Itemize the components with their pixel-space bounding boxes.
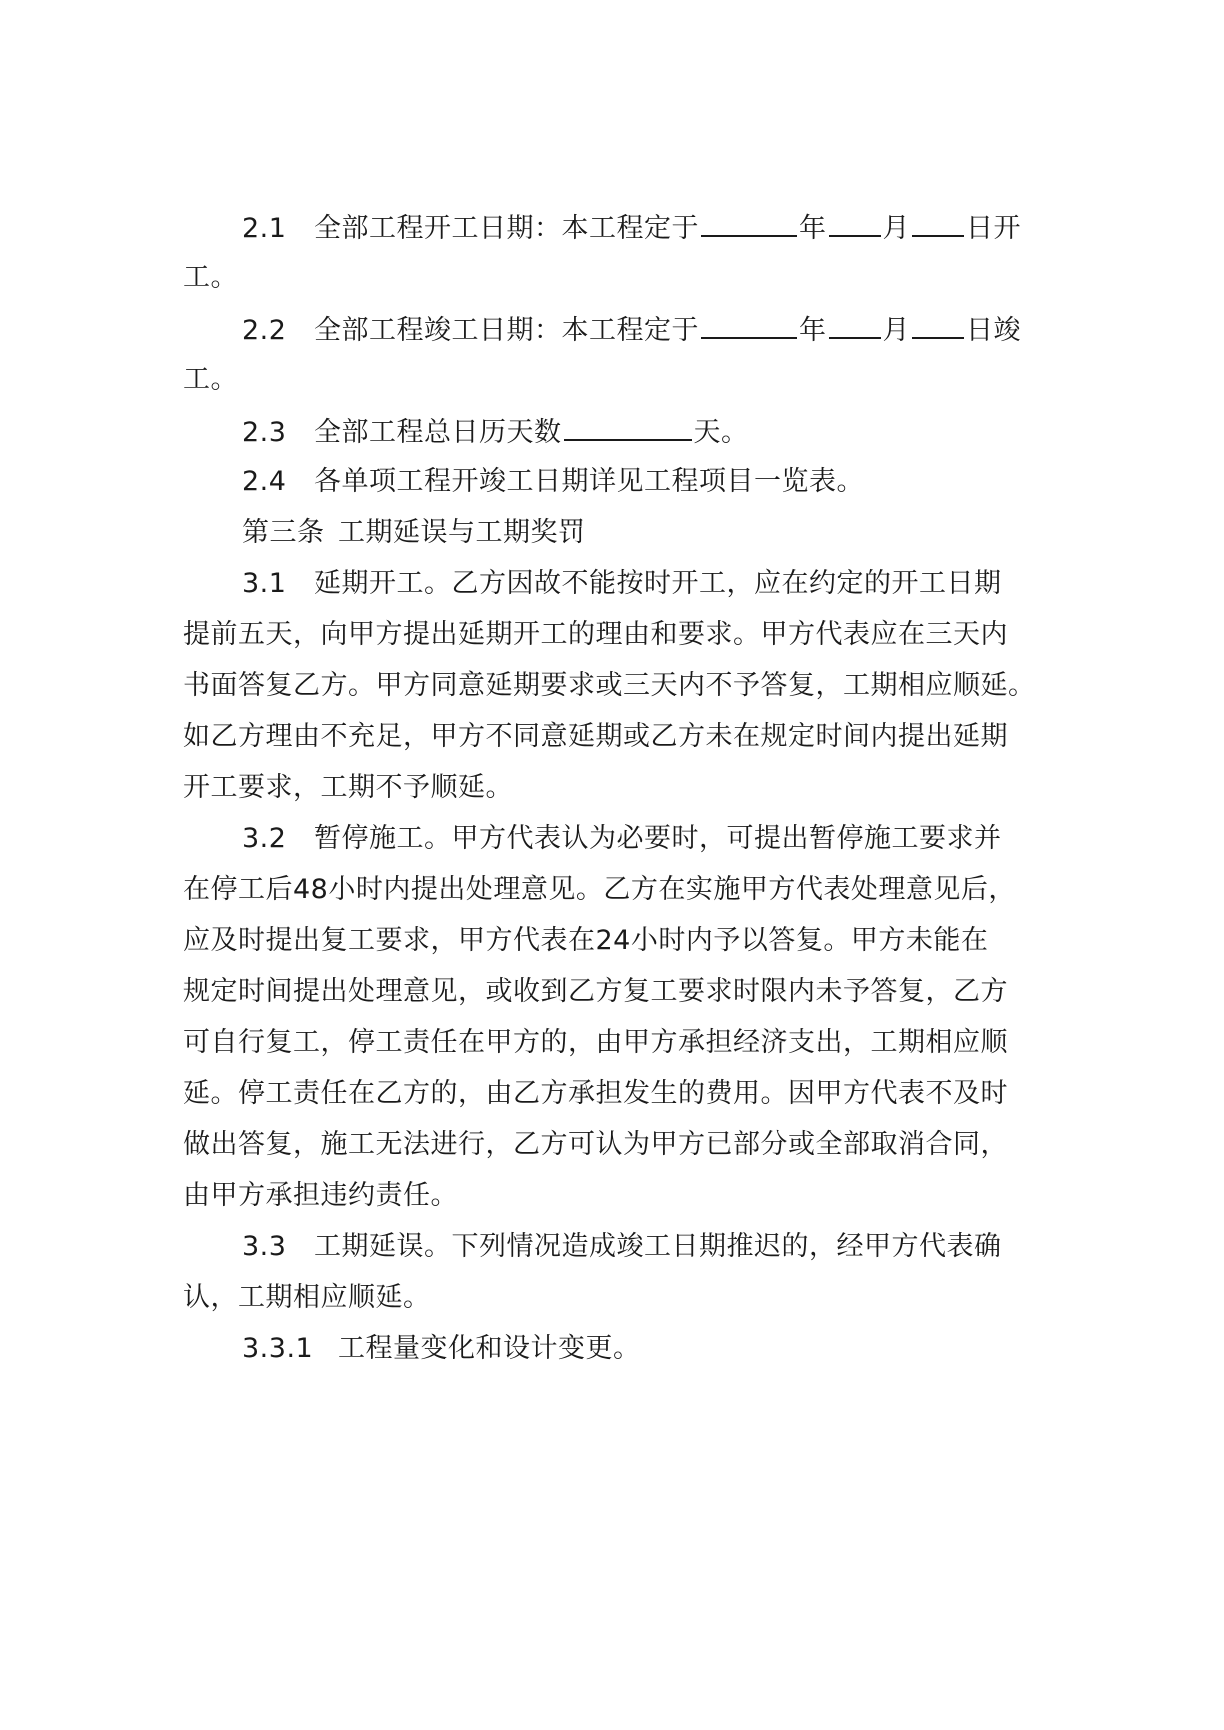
year-label: 年 [799, 213, 827, 244]
blank-day [912, 309, 964, 339]
clause-text: 延期开工。乙方因故不能按时开工，应在约定的开工日期 [314, 568, 1002, 599]
clause-text: 全部工程总日历天数 [314, 417, 562, 448]
clause-2-2 [242, 309, 1021, 351]
clause-2-1 [242, 207, 1021, 249]
month-label: 月 [882, 315, 910, 346]
clause-text: 各单项工程开竣工日期详见工程项目一览表。 [314, 466, 864, 497]
year-label: 年 [799, 315, 827, 346]
clause-text: 全部工程开工日期：本工程定于 [314, 213, 699, 244]
clause-3-1-line-4: 如乙方理由不充足，甲方不同意延期或乙方未在规定时间内提出延期 [183, 721, 1008, 752]
clause-3-1-line-5: 开工要求，工期不予顺延。 [183, 772, 513, 803]
clause-number: 2.4 [242, 466, 287, 497]
clause-number: 2.2 [242, 315, 287, 346]
article-label: 第三条 [242, 517, 325, 548]
clause-2-2-cont: 工。 [183, 364, 238, 395]
clause-3-1-line-3: 书面答复乙方。甲方同意延期要求或三天内不予答复，工期相应顺延。 [183, 670, 1036, 701]
clause-3-2-line-2: 在停工后48小时内提出处理意见。乙方在实施甲方代表处理意见后， [183, 874, 1016, 905]
clause-number: 3.3.1 [242, 1333, 314, 1364]
article-title: 工期延误与工期奖罚 [338, 517, 586, 548]
clause-number: 3.2 [242, 823, 287, 854]
clause-3-2-line-6: 延。停工责任在乙方的，由乙方承担发生的费用。因甲方代表不及时 [183, 1078, 1008, 1109]
clause-text: 全部工程竣工日期：本工程定于 [314, 315, 699, 346]
blank-day [912, 207, 964, 237]
clause-3-2-line-5: 可自行复工，停工责任在甲方的，由甲方承担经济支出，工期相应顺 [183, 1027, 1008, 1058]
clause-3-3 [242, 1227, 1002, 1267]
clause-3-3-1 [242, 1329, 641, 1369]
clause-2-3 [242, 411, 749, 453]
clause-3-2-line-7: 做出答复，施工无法进行，乙方可认为甲方已部分或全部取消合同， [183, 1129, 1008, 1160]
clause-2-4 [242, 462, 864, 502]
clause-number: 3.1 [242, 568, 287, 599]
clause-3-1 [242, 564, 1002, 604]
days-label: 天。 [693, 417, 749, 448]
blank-year [701, 309, 797, 339]
clause-text: 暂停施工。甲方代表认为必要时，可提出暂停施工要求并 [314, 823, 1002, 854]
article-3-heading [242, 513, 586, 553]
clause-2-1-cont: 工。 [183, 262, 238, 293]
blank-days [564, 411, 692, 441]
clause-3-2-line-4: 规定时间提出处理意见，或收到乙方复工要求时限内未予答复，乙方 [183, 976, 1008, 1007]
day-label: 日竣 [966, 315, 1021, 346]
clause-number: 2.1 [242, 213, 287, 244]
clause-3-1-line-2: 提前五天，向甲方提出延期开工的理由和要求。甲方代表应在三天内 [183, 619, 1008, 650]
blank-month [829, 309, 881, 339]
day-label: 日开 [966, 213, 1021, 244]
clause-3-3-line-2: 认，工期相应顺延。 [183, 1282, 431, 1313]
clause-3-2 [242, 819, 1002, 859]
clause-number: 3.3 [242, 1231, 287, 1262]
clause-3-2-line-8: 由甲方承担违约责任。 [183, 1180, 458, 1211]
clause-number: 2.3 [242, 417, 287, 448]
blank-year [701, 207, 797, 237]
clause-text: 工期延误。下列情况造成竣工日期推迟的，经甲方代表确 [314, 1231, 1002, 1262]
month-label: 月 [882, 213, 910, 244]
blank-month [829, 207, 881, 237]
clause-3-2-line-3: 应及时提出复工要求，甲方代表在24小时内予以答复。甲方未能在 [183, 925, 989, 956]
clause-text: 工程量变化和设计变更。 [338, 1333, 641, 1364]
